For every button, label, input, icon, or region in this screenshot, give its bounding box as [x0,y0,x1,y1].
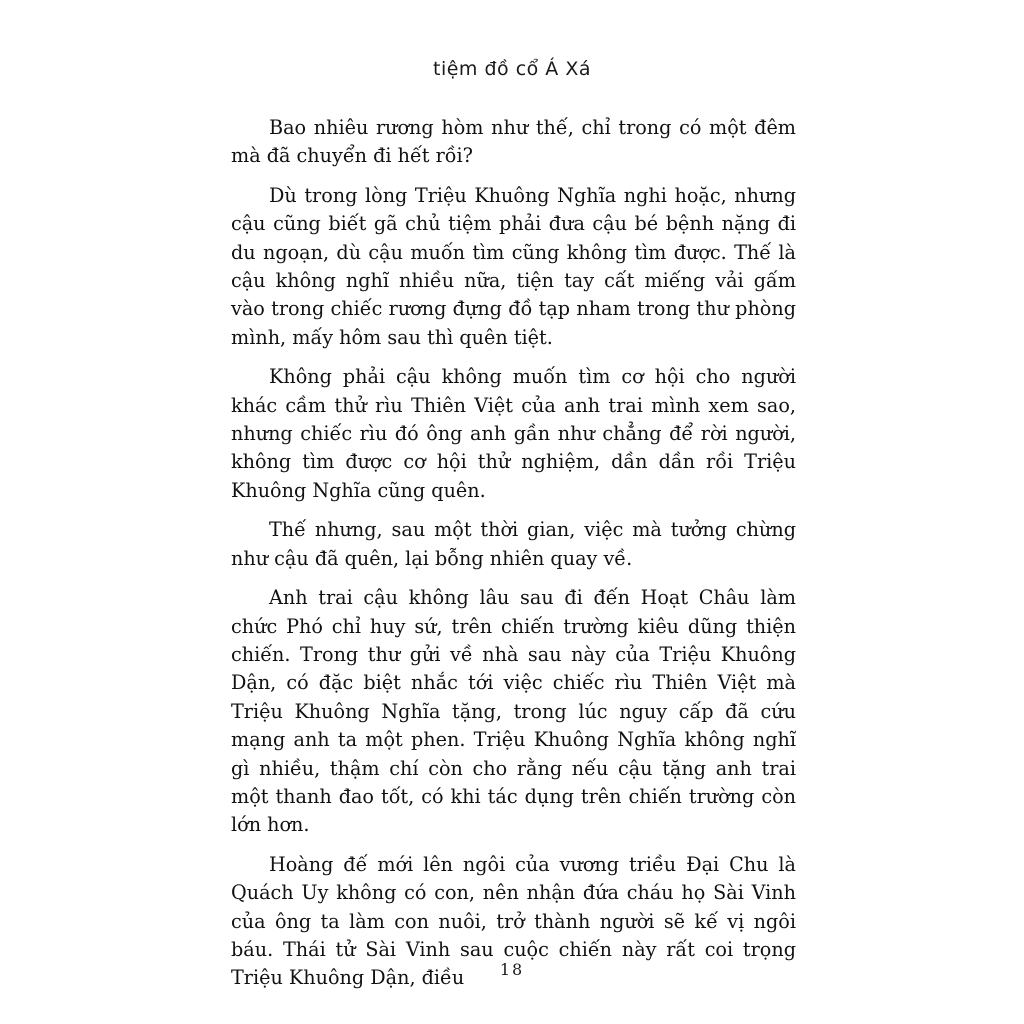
running-header: tiệm đồ cổ Á Xá [433,58,591,80]
body-text [231,114,796,1004]
page-number: 18 [499,960,525,979]
paragraph: Anh trai cậu không lâu sau đi đến Hoạt Châu làm chức Phó chỉ huy sứ, trên chiến trường kiêu dũng thiện chiến. Trong thư gửi về nhà sau này của Triệu Khuông Dận, có đặc biệt nhắc tới việc chiếc rìu Thiên Việt mà Triệu Khuông Nghĩa tặng, trong lúc nguy cấp đã cứu mạng anh ta một phen. Triệu Khuông Nghĩa không nghĩ gì nhiều, thậm chí còn cho rằng nếu cậu tặng anh trai một thanh đao tốt, có khi tác dụng trên chiến trường còn lớn hơn. [231,586,796,837]
paragraph: Hoàng đế mới lên ngôi của vương triều Đại Chu là Quách Uy không có con, nên nhận đứa cháu họ Sài Vinh của ông ta làm con nuôi, trở thành người sẽ kế vị ngôi báu. Thái tử Sài Vinh sau cuộc chiến này rất coi trọng Triệu Khuông Dận, điều [231,852,796,990]
paragraph: Thế nhưng, sau một thời gian, việc mà tưởng chừng như cậu đã quên, lại bỗng nhiên quay về. [231,518,796,570]
paragraph: Không phải cậu không muốn tìm cơ hội cho người khác cầm thử rìu Thiên Việt của anh trai mình xem sao, nhưng chiếc rìu đó ông anh gần như chẳng để rời người, không tìm được cơ hội thử nghiệm, dần dần rồi Triệu Khuông Nghĩa cũng quên. [231,365,796,502]
paragraph: Bao nhiêu rương hòm như thế, chỉ trong có một đêm mà đã chuyển đi hết rồi? [231,116,796,168]
paragraph: Dù trong lòng Triệu Khuông Nghĩa nghi hoặc, nhưng cậu cũng biết gã chủ tiệm phải đưa cậu bé bệnh nặng đi du ngoạn, dù cậu muốn tìm cũng không tìm được. Thế là cậu không nghĩ nhiều nữa, tiện tay cất miếng vải gấm vào trong chiếc rương đựng đồ tạp nham trong thư phòng mình, mấy hôm sau thì quên tiệt. [231,183,796,349]
